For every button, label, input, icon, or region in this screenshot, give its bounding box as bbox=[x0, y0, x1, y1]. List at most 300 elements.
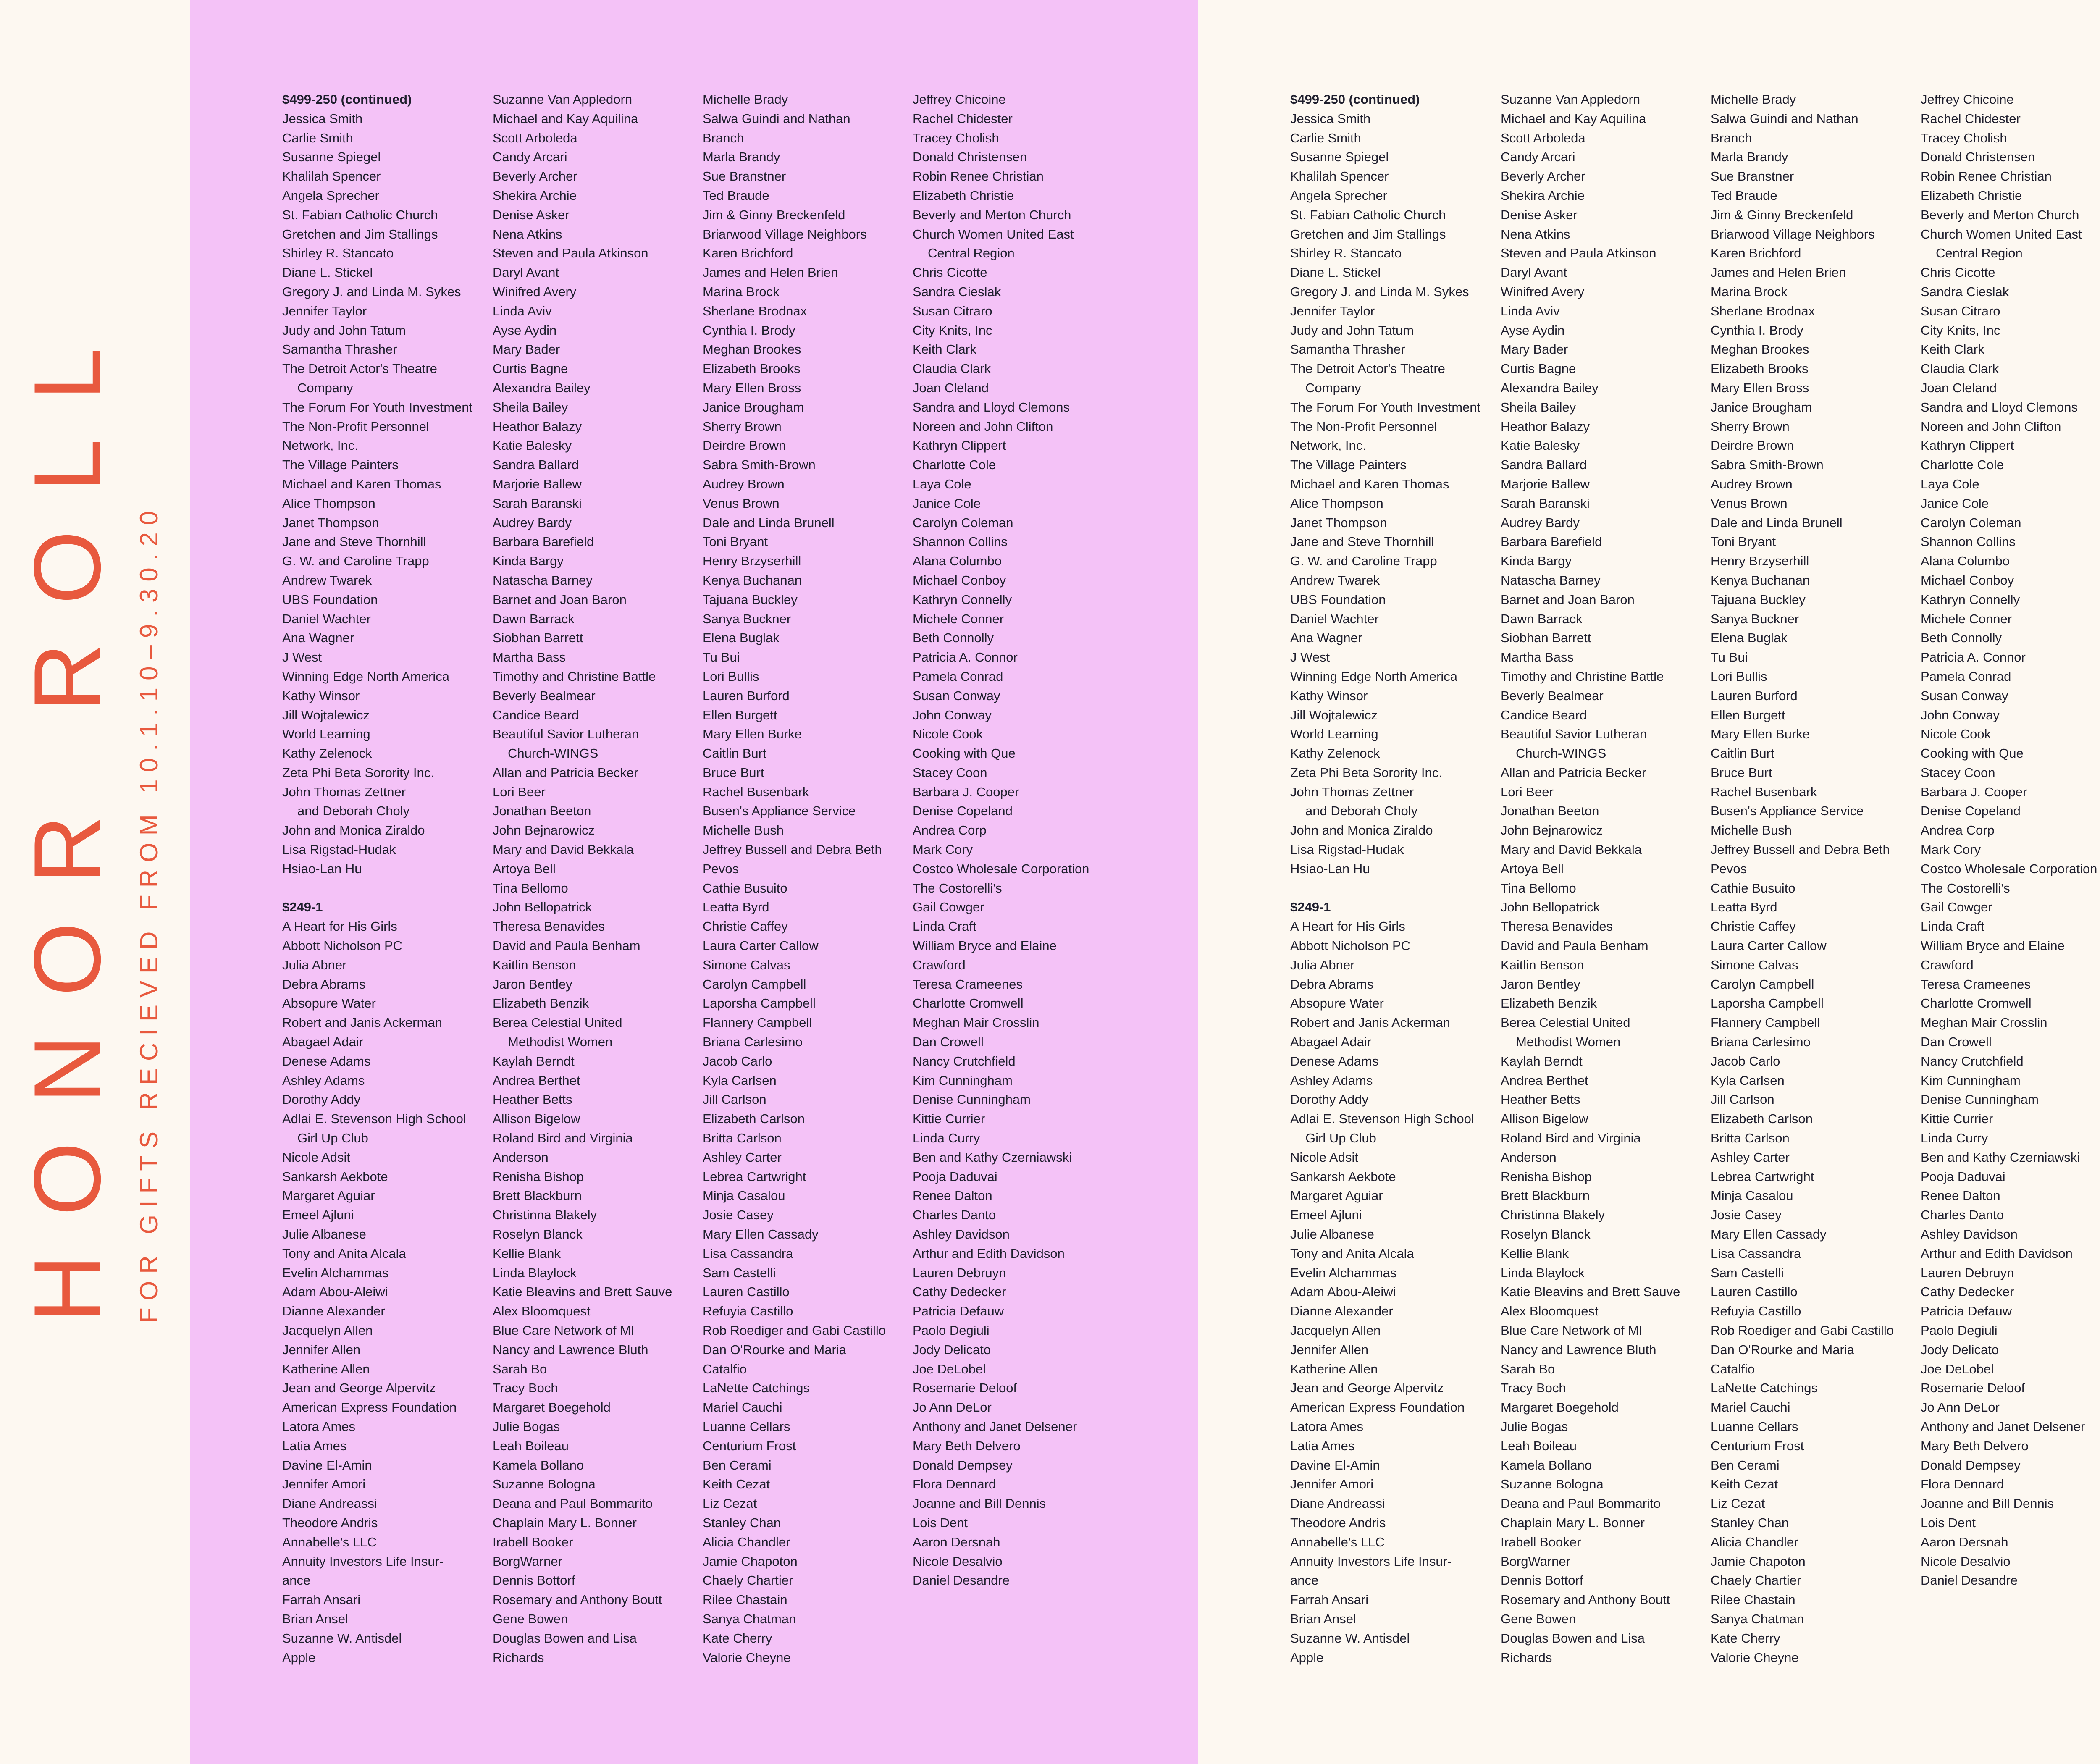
donor-name: Karen Brichford bbox=[1711, 246, 1801, 261]
donor-name: Anthony and Janet Delsener bbox=[1921, 1419, 2085, 1434]
donor-name: Mary Beth Delvero bbox=[1921, 1438, 2029, 1453]
donor-name: Joan Cleland bbox=[913, 380, 989, 395]
donor-name: Emeel Ajluni bbox=[282, 1208, 354, 1223]
donor-name: Abbott Nicholson PC bbox=[282, 938, 403, 953]
donor-name: Briarwood Village Neighbors bbox=[1711, 226, 1875, 242]
donor-name: Beth Connolly bbox=[913, 630, 994, 646]
donor-name: Sheila Bailey bbox=[493, 399, 568, 415]
donor-name: John Thomas Zettner bbox=[1290, 784, 1414, 799]
donor-name: Charlotte Cole bbox=[913, 457, 996, 472]
donor-name: Candice Beard bbox=[1501, 707, 1587, 722]
donor-name: Busen's Appliance Service bbox=[1711, 803, 1864, 819]
donor-name: Irabell Booker bbox=[493, 1534, 573, 1549]
donor-name: John Bejnarowicz bbox=[493, 823, 595, 838]
donor-name: Lori Bullis bbox=[1711, 669, 1767, 684]
donor-name: Henry Brzyserhill bbox=[703, 554, 801, 569]
donor-name: A Heart for His Girls bbox=[1290, 919, 1405, 934]
donor-name: John and Monica Ziraldo bbox=[282, 823, 425, 838]
donor-name: Rosemary and Anthony Boutt bbox=[1501, 1592, 1670, 1607]
donor-name: Kim Cunningham bbox=[913, 1073, 1013, 1088]
donor-name: Charlotte Cromwell bbox=[913, 996, 1024, 1011]
donor-name: Deana and Paul Bommarito bbox=[493, 1496, 653, 1511]
donor-name: Gretchen and Jim Stallings bbox=[1290, 226, 1446, 242]
donor-name: Kate Cherry bbox=[703, 1630, 772, 1646]
donor-name: Kyla Carlsen bbox=[703, 1073, 777, 1088]
donor-name: Renisha Bishop bbox=[1501, 1169, 1592, 1184]
donor-name: Adlai E. Stevenson High School bbox=[1290, 1111, 1474, 1126]
donor-name: Tina Bellomo bbox=[493, 880, 568, 895]
donor-name: Joe DeLobel bbox=[913, 1361, 986, 1376]
donor-name: Leah Boileau bbox=[493, 1438, 569, 1453]
donor-name: Linda Craft bbox=[1921, 919, 1984, 934]
donor-name: Carolyn Campbell bbox=[1711, 976, 1814, 992]
donor-name: Lebrea Cartwright bbox=[1711, 1169, 1814, 1184]
donor-name: Heather Betts bbox=[1501, 1092, 1580, 1107]
donor-name: Scott Arboleda bbox=[493, 130, 578, 145]
donor-name: UBS Foundation bbox=[282, 592, 378, 607]
donor-name: Angela Sprecher bbox=[1290, 188, 1387, 203]
donor-name: Sanya Buckner bbox=[703, 611, 791, 626]
donor-name: Roland Bird and Virginia bbox=[1501, 1131, 1641, 1146]
donor-name: Deirdre Brown bbox=[703, 438, 786, 453]
donor-name: City Knits, Inc bbox=[913, 323, 992, 338]
donor-name: Theresa Benavides bbox=[1501, 919, 1613, 934]
donor-name: Barbara Barefield bbox=[1501, 534, 1602, 549]
donor-name: Heather Betts bbox=[493, 1092, 572, 1107]
donor-name: City Knits, Inc bbox=[1921, 323, 2000, 338]
donor-name: Laporsha Campbell bbox=[1711, 996, 1824, 1011]
donor-name: Lauren Burford bbox=[1711, 688, 1798, 703]
donor-name: Allan and Patricia Becker bbox=[1501, 765, 1646, 780]
donor-name: Anderson bbox=[493, 1150, 549, 1165]
donor-name: Laura Carter Callow bbox=[703, 938, 819, 953]
donor-name: Alana Columbo bbox=[913, 554, 1002, 569]
donor-name: Jamie Chapoton bbox=[1711, 1554, 1806, 1569]
donor-name: Candy Arcari bbox=[493, 150, 567, 165]
donor-name: Michelle Bush bbox=[703, 823, 784, 838]
donor-name: Martha Bass bbox=[1501, 650, 1574, 665]
donor-name: Heathor Balazy bbox=[493, 419, 582, 434]
donor-name: Jill Carlson bbox=[1711, 1092, 1774, 1107]
donor-name: Jennifer Taylor bbox=[282, 303, 367, 318]
donor-name: Gene Bowen bbox=[1501, 1611, 1576, 1626]
donor-name: Shekira Archie bbox=[1501, 188, 1585, 203]
donor-name: Abagael Adair bbox=[1290, 1034, 1372, 1050]
donor-name: Suzanne Van Appledorn bbox=[493, 92, 633, 107]
donor-name: Suzanne Van Appledorn bbox=[1501, 92, 1641, 107]
donor-name: Samantha Thrasher bbox=[282, 342, 397, 357]
donor-name: Dianne Alexander bbox=[282, 1304, 385, 1319]
donor-name: Mary Ellen Cassady bbox=[1711, 1227, 1827, 1242]
donor-name: Mark Cory bbox=[1921, 842, 1981, 857]
donor-name: Denise Asker bbox=[493, 207, 570, 222]
donor-name: Minja Casalou bbox=[1711, 1188, 1793, 1203]
donor-name: Alicia Chandler bbox=[1711, 1534, 1798, 1549]
donor-name: Diane Andreassi bbox=[282, 1496, 377, 1511]
donor-name: Kathryn Connelly bbox=[1921, 592, 2020, 607]
donor-name: Church-WINGS bbox=[508, 746, 598, 761]
donor-name: Hsiao-Lan Hu bbox=[1290, 861, 1370, 876]
donor-name: Cooking with Que bbox=[1921, 746, 2024, 761]
donor-name: Kinda Bargy bbox=[493, 554, 564, 569]
donor-name: Rachel Chidester bbox=[913, 111, 1013, 126]
donor-name: Elizabeth Christie bbox=[913, 188, 1014, 203]
donor-name: Teresa Crameenes bbox=[1921, 976, 2031, 992]
donor-name: Nicole Desalvio bbox=[1921, 1554, 2011, 1569]
donor-name: Roselyn Blanck bbox=[1501, 1227, 1591, 1242]
donor-name: Steven and Paula Atkinson bbox=[1501, 246, 1656, 261]
donor-name: Patricia A. Connor bbox=[1921, 650, 2026, 665]
donor-name: Kate Cherry bbox=[1711, 1630, 1780, 1646]
donor-name: Branch bbox=[1711, 130, 1752, 145]
donor-name: Sam Castelli bbox=[703, 1265, 776, 1280]
donor-name: Michael and Karen Thomas bbox=[1290, 476, 1449, 491]
donor-name: Josie Casey bbox=[1711, 1208, 1782, 1223]
donor-name: Ana Wagner bbox=[282, 630, 354, 646]
donor-name: Beautiful Savior Lutheran bbox=[1501, 727, 1647, 742]
donor-name: Stanley Chan bbox=[1711, 1515, 1789, 1530]
donor-name: Jill Wojtalewicz bbox=[1290, 707, 1378, 722]
donor-name: Kaylah Berndt bbox=[493, 1053, 575, 1068]
donor-name: Lori Beer bbox=[1501, 784, 1554, 799]
section-heading: $249-1 bbox=[1290, 900, 1331, 915]
donor-name: Sherlane Brodnax bbox=[703, 303, 807, 318]
donor-name: Pevos bbox=[703, 861, 739, 876]
donor-name: Christinna Blakely bbox=[1501, 1208, 1605, 1223]
donor-name: Samantha Thrasher bbox=[1290, 342, 1405, 357]
donor-name: Jo Ann DeLor bbox=[913, 1400, 992, 1415]
donor-name: Kathy Winsor bbox=[1290, 688, 1368, 703]
donor-name: Elizabeth Benzik bbox=[1501, 996, 1597, 1011]
donor-name: Blue Care Network of MI bbox=[1501, 1323, 1643, 1338]
donor-name: Michael and Kay Aquilina bbox=[1501, 111, 1646, 126]
donor-name: Tu Bui bbox=[1711, 650, 1748, 665]
donor-name: Kathy Zelenock bbox=[1290, 746, 1380, 761]
donor-name: Abagael Adair bbox=[282, 1034, 364, 1050]
donor-name: Mariel Cauchi bbox=[1711, 1400, 1790, 1415]
donor-name: Kathryn Connelly bbox=[913, 592, 1012, 607]
donor-name: Jane and Steve Thornhill bbox=[282, 534, 426, 549]
donor-name: Sankarsh Aekbote bbox=[1290, 1169, 1396, 1184]
donor-name: Brian Ansel bbox=[1290, 1611, 1356, 1626]
donor-name: Daniel Wachter bbox=[1290, 611, 1379, 626]
donor-name: Robert and Janis Ackerman bbox=[1290, 1015, 1450, 1030]
donor-name: Berea Celestial United bbox=[493, 1015, 622, 1030]
donor-name: Alexandra Bailey bbox=[1501, 380, 1599, 395]
donor-name: Cathie Busuito bbox=[703, 880, 788, 895]
donor-name: Margaret Boegehold bbox=[493, 1400, 611, 1415]
donor-name: Julie Albanese bbox=[282, 1227, 366, 1242]
donor-name: Robert and Janis Ackerman bbox=[282, 1015, 442, 1030]
donor-name: Britta Carlson bbox=[1711, 1131, 1790, 1146]
donor-name: Dan O'Rourke and Maria bbox=[703, 1342, 846, 1357]
donor-name: Lori Beer bbox=[493, 784, 546, 799]
donor-name: Chaplain Mary L. Bonner bbox=[493, 1515, 637, 1530]
donor-name: Denise Asker bbox=[1501, 207, 1578, 222]
donor-name: Chris Cicotte bbox=[913, 265, 987, 280]
donor-name: Hsiao-Lan Hu bbox=[282, 861, 362, 876]
donor-name: The Village Painters bbox=[1290, 457, 1407, 472]
donor-name: Zeta Phi Beta Sorority Inc. bbox=[282, 765, 434, 780]
donor-name: Lisa Rigstad-Hudak bbox=[282, 842, 396, 857]
donor-name: Salwa Guindi and Nathan bbox=[703, 111, 850, 126]
donor-name: Brian Ansel bbox=[282, 1611, 348, 1626]
donor-name: Chaely Chartier bbox=[1711, 1573, 1801, 1588]
donor-name: Arthur and Edith Davidson bbox=[913, 1246, 1065, 1261]
donor-name: Annabelle's LLC bbox=[1290, 1534, 1385, 1549]
donor-name: Sabra Smith-Brown bbox=[703, 457, 816, 472]
donor-name: Aaron Dersnah bbox=[913, 1534, 1000, 1549]
donor-name: Lebrea Cartwright bbox=[703, 1169, 806, 1184]
donor-name: Caitlin Burt bbox=[703, 746, 766, 761]
donor-name: Jody Delicato bbox=[1921, 1342, 1999, 1357]
donor-name: Mary Ellen Burke bbox=[703, 727, 802, 742]
donor-name: Ana Wagner bbox=[1290, 630, 1362, 646]
donor-name: Michael and Kay Aquilina bbox=[493, 111, 638, 126]
donor-name: Alexandra Bailey bbox=[493, 380, 591, 395]
spacer bbox=[282, 879, 488, 898]
donor-name: Jim & Ginny Breckenfeld bbox=[1711, 207, 1853, 222]
donor-name: Liz Cezat bbox=[703, 1496, 757, 1511]
donor-name: Rachel Busenbark bbox=[703, 784, 809, 799]
donor-name: Julie Albanese bbox=[1290, 1227, 1374, 1242]
donor-name: Cynthia I. Brody bbox=[703, 323, 795, 338]
donor-name: Ashley Davidson bbox=[913, 1227, 1010, 1242]
donor-name: Ashley Davidson bbox=[1921, 1227, 2018, 1242]
donor-name: Lauren Castillo bbox=[703, 1284, 790, 1299]
donor-name: Dorothy Addy bbox=[1290, 1092, 1369, 1107]
donor-name: Joe DeLobel bbox=[1921, 1361, 1994, 1376]
donor-name: Christinna Blakely bbox=[493, 1208, 597, 1223]
donor-name: Daryl Avant bbox=[1501, 265, 1567, 280]
donor-name: Beautiful Savior Lutheran bbox=[493, 727, 639, 742]
donor-name: Lisa Cassandra bbox=[703, 1246, 793, 1261]
donor-name: Farrah Ansari bbox=[282, 1592, 361, 1607]
donor-name: Keith Clark bbox=[1921, 342, 1984, 357]
donor-name: Zeta Phi Beta Sorority Inc. bbox=[1290, 765, 1442, 780]
donor-name: Andrew Twarek bbox=[282, 572, 372, 588]
donor-name: Andrea Berthet bbox=[493, 1073, 580, 1088]
donor-name: Jeffrey Bussell and Debra Beth bbox=[703, 842, 882, 857]
donor-name: Laura Carter Callow bbox=[1711, 938, 1827, 953]
donor-name: Venus Brown bbox=[1711, 496, 1788, 511]
donor-name: Kaylah Berndt bbox=[1501, 1053, 1583, 1068]
donor-name: Ted Braude bbox=[703, 188, 769, 203]
donor-name: Kathryn Clippert bbox=[913, 438, 1006, 453]
spacer bbox=[1290, 879, 1496, 898]
donor-name: Flora Dennard bbox=[913, 1477, 996, 1492]
donor-name: Shirley R. Stancato bbox=[1290, 246, 1402, 261]
donor-name: Kinda Bargy bbox=[1501, 554, 1572, 569]
donor-name: Teresa Crameenes bbox=[913, 976, 1023, 992]
donor-name: Carolyn Coleman bbox=[913, 515, 1013, 530]
donor-name: Mary and David Bekkala bbox=[493, 842, 634, 857]
donor-name: Dan Crowell bbox=[1921, 1034, 1992, 1050]
donor-name: Andrea Corp bbox=[913, 823, 987, 838]
donor-name: Girl Up Club bbox=[297, 1131, 368, 1146]
donor-name: Sam Castelli bbox=[1711, 1265, 1784, 1280]
donor-name: Winifred Avery bbox=[1501, 284, 1585, 299]
donor-name: Katherine Allen bbox=[282, 1361, 370, 1376]
section-heading: $499-250 (continued) bbox=[282, 92, 412, 107]
donor-name: Beverly Bealmear bbox=[1501, 688, 1604, 703]
donor-name: Refuyia Castillo bbox=[703, 1304, 793, 1319]
donor-name: Girl Up Club bbox=[1305, 1131, 1376, 1146]
donor-name: Meghan Brookes bbox=[703, 342, 801, 357]
donor-name: John Bellopatrick bbox=[1501, 900, 1600, 915]
donor-name: Kathy Winsor bbox=[282, 688, 360, 703]
donor-name: Rosemary and Anthony Boutt bbox=[493, 1592, 662, 1607]
donor-name: Nancy and Lawrence Bluth bbox=[493, 1342, 648, 1357]
donor-name: Sarah Bo bbox=[493, 1361, 547, 1376]
donor-name: Ben Cerami bbox=[703, 1457, 772, 1473]
donor-name: Flannery Campbell bbox=[703, 1015, 812, 1030]
donor-name: Ashley Carter bbox=[703, 1150, 782, 1165]
donor-column bbox=[1921, 90, 2100, 1590]
donor-name: Cathy Dedecker bbox=[1921, 1284, 2014, 1299]
donor-name: Julie Bogas bbox=[493, 1419, 560, 1434]
donor-name: Annabelle's LLC bbox=[282, 1534, 377, 1549]
donor-name: Jennifer Amori bbox=[282, 1477, 366, 1492]
donor-name: Keith Clark bbox=[913, 342, 976, 357]
donor-name: Sarah Baranski bbox=[1501, 496, 1590, 511]
donor-name: Kellie Blank bbox=[1501, 1246, 1569, 1261]
donor-name: Barbara J. Cooper bbox=[913, 784, 1019, 799]
donor-name: Ayse Aydin bbox=[493, 323, 557, 338]
donor-name: Latia Ames bbox=[282, 1438, 347, 1453]
donor-name: Dennis Bottorf bbox=[1501, 1573, 1583, 1588]
page-subtitle: FOR GIFTS RECIEVED FROM 10.1.10–9.30.20 bbox=[135, 504, 163, 1323]
donor-name: Rachel Busenbark bbox=[1711, 784, 1817, 799]
donor-name: Linda Blaylock bbox=[493, 1265, 577, 1280]
donor-name: Andrea Berthet bbox=[1501, 1073, 1588, 1088]
donor-name: Adlai E. Stevenson High School bbox=[282, 1111, 466, 1126]
donor-name: Tony and Anita Alcala bbox=[1290, 1246, 1414, 1261]
donor-name: Dawn Barrack bbox=[1501, 611, 1583, 626]
donor-name: ance bbox=[1290, 1573, 1319, 1588]
donor-name: ance bbox=[282, 1573, 311, 1588]
donor-name: Catalfio bbox=[703, 1361, 747, 1376]
donor-name: Claudia Clark bbox=[913, 361, 991, 376]
donor-name: Gregory J. and Linda M. Sykes bbox=[282, 284, 461, 299]
donor-name: Toni Bryant bbox=[703, 534, 768, 549]
donor-name: and Deborah Choly bbox=[297, 803, 410, 819]
donor-name: Beth Connolly bbox=[1921, 630, 2002, 646]
donor-name: Donald Dempsey bbox=[1921, 1457, 2021, 1473]
donor-name: Audrey Bardy bbox=[1501, 515, 1580, 530]
donor-name: Jonathan Beeton bbox=[493, 803, 591, 819]
donor-name: Douglas Bowen and Lisa bbox=[493, 1630, 637, 1646]
donor-name: Winning Edge North America bbox=[1290, 669, 1458, 684]
donor-name: Refuyia Castillo bbox=[1711, 1304, 1801, 1319]
donor-name: Barnet and Joan Baron bbox=[1501, 592, 1635, 607]
donor-name: Pamela Conrad bbox=[1921, 669, 2011, 684]
donor-name: Judy and John Tatum bbox=[1290, 323, 1414, 338]
donor-name: Simone Calvas bbox=[703, 957, 790, 972]
donor-name: Katie Balesky bbox=[493, 438, 572, 453]
donor-name: Michael Conboy bbox=[913, 572, 1006, 588]
donor-name: Patricia A. Connor bbox=[913, 650, 1018, 665]
donor-name: Susanne Spiegel bbox=[282, 150, 381, 165]
donor-name: Barbara J. Cooper bbox=[1921, 784, 2027, 799]
donor-name: Janice Cole bbox=[1921, 496, 1989, 511]
donor-name: Branch bbox=[703, 130, 744, 145]
donor-name: Anthony and Janet Delsener bbox=[913, 1419, 1077, 1434]
donor-name: Marla Brandy bbox=[703, 150, 780, 165]
donor-name: John and Monica Ziraldo bbox=[1290, 823, 1433, 838]
donor-name: Margaret Aguiar bbox=[282, 1188, 375, 1203]
donor-name: Rilee Chastain bbox=[703, 1592, 788, 1607]
donor-name: Tina Bellomo bbox=[1501, 880, 1576, 895]
donor-name: Martha Bass bbox=[493, 650, 566, 665]
donor-name: Elizabeth Christie bbox=[1921, 188, 2022, 203]
donor-name: Jennifer Taylor bbox=[1290, 303, 1375, 318]
donor-name: Farrah Ansari bbox=[1290, 1592, 1369, 1607]
donor-name: Briana Carlesimo bbox=[703, 1034, 803, 1050]
donor-name: Dennis Bottorf bbox=[493, 1573, 575, 1588]
donor-name: Marjorie Ballew bbox=[493, 476, 582, 491]
donor-name: Audrey Brown bbox=[703, 476, 785, 491]
donor-name: Latia Ames bbox=[1290, 1438, 1355, 1453]
donor-name: Mark Cory bbox=[913, 842, 973, 857]
donor-name: Gail Cowger bbox=[913, 900, 984, 915]
donor-name: Irabell Booker bbox=[1501, 1534, 1581, 1549]
donor-name: Kaitlin Benson bbox=[1501, 957, 1584, 972]
donor-column bbox=[493, 90, 698, 1667]
donor-name: Sabra Smith-Brown bbox=[1711, 457, 1824, 472]
donor-name: Jennifer Amori bbox=[1290, 1477, 1374, 1492]
donor-name: Gregory J. and Linda M. Sykes bbox=[1290, 284, 1469, 299]
donor-name: Elizabeth Benzik bbox=[493, 996, 589, 1011]
donor-name: Susanne Spiegel bbox=[1290, 150, 1389, 165]
donor-name: Evelin Alchammas bbox=[282, 1265, 389, 1280]
donor-name: Lois Dent bbox=[913, 1515, 968, 1530]
donor-name: Elena Buglak bbox=[703, 630, 780, 646]
donor-name: Davine El-Amin bbox=[282, 1457, 372, 1473]
donor-name: Richards bbox=[1501, 1650, 1552, 1665]
donor-name: Bruce Burt bbox=[1711, 765, 1772, 780]
donor-name: William Bryce and Elaine bbox=[1921, 938, 2065, 953]
donor-name: Lisa Cassandra bbox=[1711, 1246, 1801, 1261]
donor-name: Caitlin Burt bbox=[1711, 746, 1774, 761]
donor-name: Busen's Appliance Service bbox=[703, 803, 856, 819]
donor-name: Daniel Desandre bbox=[913, 1573, 1010, 1588]
donor-name: Tu Bui bbox=[703, 650, 740, 665]
donor-name: Valorie Cheyne bbox=[1711, 1650, 1799, 1665]
donor-name: Mary Bader bbox=[493, 342, 560, 357]
donor-name: Elizabeth Brooks bbox=[1711, 361, 1809, 376]
donor-name: Keith Cezat bbox=[1711, 1477, 1778, 1492]
donor-name: William Bryce and Elaine bbox=[913, 938, 1057, 953]
donor-name: Elena Buglak bbox=[1711, 630, 1788, 646]
donor-name: Kathy Zelenock bbox=[282, 746, 372, 761]
donor-name: Kittie Currier bbox=[1921, 1111, 1993, 1126]
donor-name: Toni Bryant bbox=[1711, 534, 1776, 549]
donor-name: Alice Thompson bbox=[1290, 496, 1383, 511]
donor-name: John Thomas Zettner bbox=[282, 784, 406, 799]
donor-name: Theodore Andris bbox=[1290, 1515, 1386, 1530]
donor-name: Catalfio bbox=[1711, 1361, 1755, 1376]
donor-name: Cooking with Que bbox=[913, 746, 1016, 761]
donor-name: Paolo Degiuli bbox=[913, 1323, 990, 1338]
donor-name: American Express Foundation bbox=[1290, 1400, 1465, 1415]
donor-name: Michael Conboy bbox=[1921, 572, 2014, 588]
donor-name: Dale and Linda Brunell bbox=[703, 515, 835, 530]
donor-name: Allan and Patricia Becker bbox=[493, 765, 638, 780]
donor-name: Margaret Boegehold bbox=[1501, 1400, 1619, 1415]
donor-name: Sandra Cieslak bbox=[913, 284, 1001, 299]
donor-name: Marina Brock bbox=[703, 284, 780, 299]
